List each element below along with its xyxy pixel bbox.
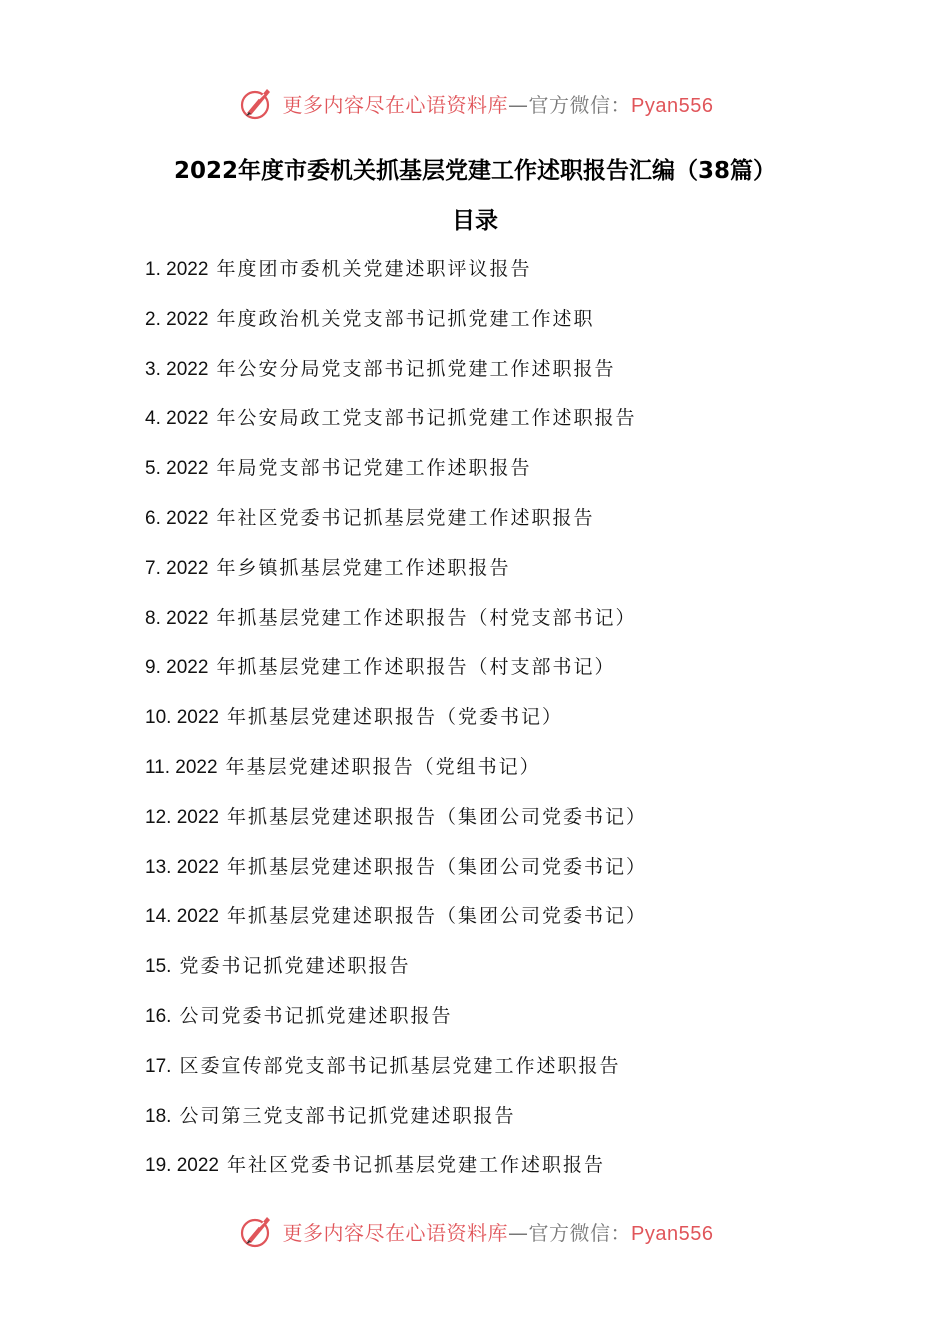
document-title: 2022年度市委机关抓基层党建工作述职报告汇编（38篇） — [173, 158, 777, 184]
toc-item-number: 14. 2022 — [145, 906, 219, 928]
toc-item-text: 公司党委书记抓党建述职报告 — [179, 1004, 453, 1027]
footer-wechat-id: Pyan556 — [631, 1222, 714, 1245]
toc-item-number: 7. 2022 — [145, 557, 209, 579]
footer-banner — [0, 1210, 950, 1252]
toc-item-number: 4. 2022 — [145, 408, 209, 430]
toc-item-text: 年抓基层党建述职报告（集团公司党委书记） — [227, 855, 648, 878]
toc-item[interactable] — [145, 648, 845, 698]
toc-item[interactable] — [145, 798, 845, 848]
toc-item-number: 13. 2022 — [145, 856, 219, 878]
quill-pen-logo-icon — [237, 83, 277, 123]
toc-item-text: 年度团市委机关党建述职评议报告 — [216, 258, 532, 280]
toc-item[interactable] — [145, 698, 845, 748]
toc-item[interactable] — [145, 599, 845, 649]
toc-item-number: 18. — [145, 1105, 172, 1127]
toc-item-text: 年度政治机关党支部书记抓党建工作述职 — [216, 307, 595, 330]
toc-item-text: 年抓基层党建述职报告（集团公司党委书记） — [227, 905, 648, 928]
toc-item-number: 16. — [145, 1005, 172, 1027]
toc-item[interactable] — [145, 449, 845, 499]
toc-item-number: 1. 2022 — [145, 259, 209, 280]
toc-item-number: 15. — [145, 956, 172, 978]
toc-item-text: 区委宣传部党支部书记抓基层党建工作述职报告 — [179, 1054, 621, 1077]
toc-item[interactable] — [145, 1047, 845, 1097]
toc-item-text: 年抓基层党建工作述职报告（村党支部书记） — [216, 606, 637, 629]
toc-item-number: 9. 2022 — [145, 657, 209, 679]
toc-item-number: 19. 2022 — [145, 1155, 219, 1177]
toc-item-text: 党委书记抓党建述职报告 — [179, 955, 411, 978]
toc-item[interactable] — [145, 1146, 845, 1196]
toc-item-text: 年局党支部书记党建工作述职报告 — [216, 457, 532, 480]
toc-item-number: 6. 2022 — [145, 507, 209, 529]
toc-item[interactable] — [145, 848, 845, 898]
toc-item[interactable] — [145, 748, 845, 798]
header-slogan: 更多内容尽在心语资料库 — [282, 92, 509, 117]
toc-item-text: 公司第三党支部书记抓党建述职报告 — [179, 1104, 516, 1127]
toc-item-text: 年社区党委书记抓基层党建工作述职报告 — [216, 506, 595, 529]
toc-item-number: 12. 2022 — [145, 806, 219, 828]
footer-contact-label: —官方微信： — [508, 1220, 632, 1245]
toc-item-text: 年社区党委书记抓基层党建工作述职报告 — [227, 1154, 606, 1177]
toc-item[interactable] — [145, 549, 845, 599]
header-banner — [0, 82, 950, 124]
toc-item[interactable] — [145, 997, 845, 1047]
toc-item[interactable] — [145, 350, 845, 400]
toc-item-text: 年公安分局党支部书记抓党建工作述职报告 — [216, 357, 616, 380]
toc-item[interactable] — [145, 300, 845, 350]
toc-item-number: 8. 2022 — [145, 607, 209, 629]
toc-item-text: 年公安局政工党支部书记抓党建工作述职报告 — [216, 407, 637, 430]
toc-item[interactable] — [145, 1097, 845, 1147]
toc-item[interactable] — [145, 897, 845, 947]
toc-item-number: 11. 2022 — [145, 756, 218, 778]
toc-item-text: 年乡镇抓基层党建工作述职报告 — [216, 556, 511, 579]
toc-item[interactable] — [145, 947, 845, 997]
header-wechat-id: Pyan556 — [631, 94, 714, 117]
toc-item-number: 17. — [145, 1055, 172, 1077]
toc-item-number: 2. 2022 — [145, 308, 209, 330]
table-of-contents — [145, 250, 845, 1196]
toc-item-text: 年抓基层党建述职报告（集团公司党委书记） — [227, 805, 648, 828]
toc-item-text: 年抓基层党建工作述职报告（村支部书记） — [216, 656, 616, 679]
toc-item-text: 年抓基层党建述职报告（党委书记） — [227, 706, 564, 729]
toc-item[interactable] — [145, 399, 845, 449]
toc-item-number: 10. 2022 — [145, 707, 219, 729]
toc-item[interactable] — [145, 499, 845, 549]
toc-item-number: 3. 2022 — [145, 358, 209, 380]
toc-item-text: 年基层党建述职报告（党组书记） — [225, 755, 541, 778]
quill-pen-logo-icon — [237, 1211, 277, 1251]
toc-heading: 目录 — [452, 208, 498, 234]
footer-slogan: 更多内容尽在心语资料库 — [282, 1220, 509, 1245]
toc-item-number: 5. 2022 — [145, 458, 209, 480]
toc-item[interactable] — [145, 250, 845, 300]
header-contact-label: —官方微信： — [508, 92, 632, 117]
